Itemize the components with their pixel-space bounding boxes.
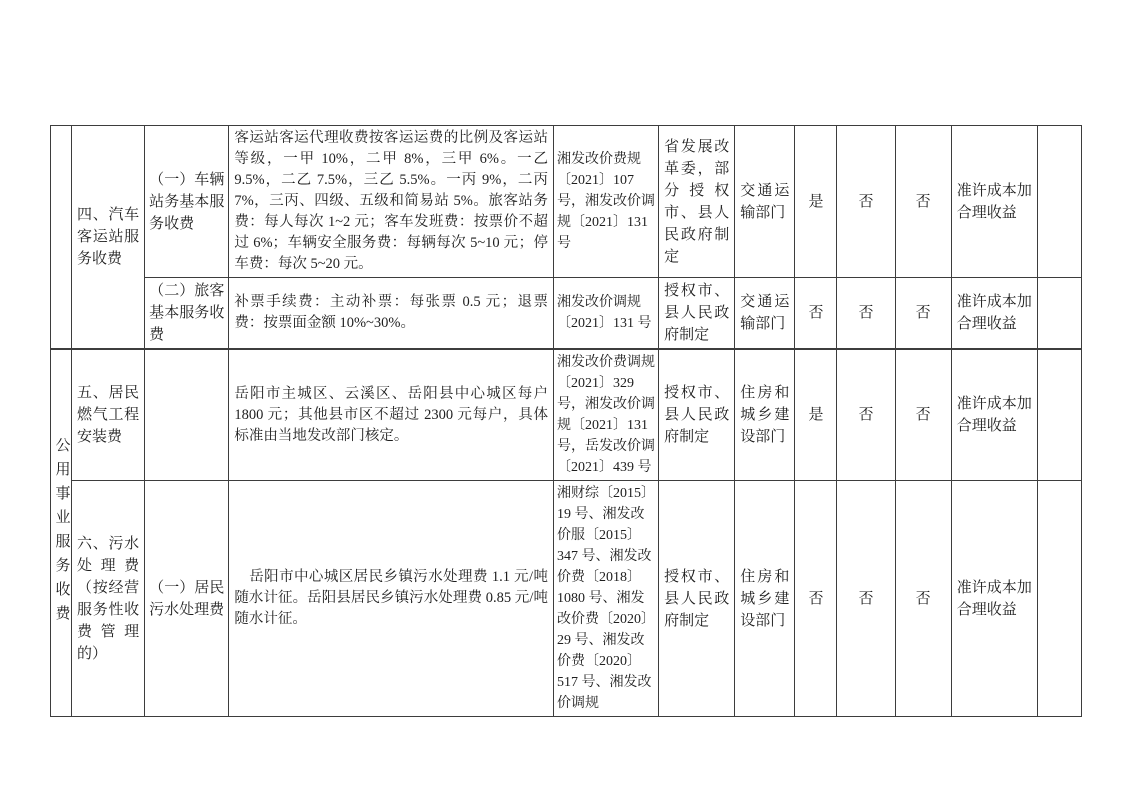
table-row bbox=[51, 278, 1082, 350]
flag-column-1-cell: 否 bbox=[795, 481, 837, 717]
policy-basis-cell: 湘发改价费规〔2021〕107 号，湘发改价调规〔2021〕131 号 bbox=[553, 126, 658, 278]
department-cell: 交通运输部门 bbox=[735, 278, 795, 350]
description-cell: 客运站客运代理收费按客运运费的比例及客运站等级，一甲 10%，二甲 8%，三甲 6%。一乙 9.5%，二乙 7.5%，三乙 5.5%。一丙 9%，二丙 7%，三丙、四级、五级和简易站 5%。旅客站务费：每人每次 1~2 元；客车发班费：按票价不超过 6%；车辆安全服务费：每辆每次 5~10 元；停车费：每次 5~20 元。 bbox=[229, 126, 554, 278]
pricing-method-cell: 准许成本加合理收益 bbox=[951, 481, 1037, 717]
section-cell: 五、居民燃气工程安装费 bbox=[72, 349, 145, 481]
policy-basis-cell: 湘发改价调规〔2021〕131 号 bbox=[553, 278, 658, 350]
flag-column-2-cell: 否 bbox=[837, 278, 895, 350]
flag-column-3-cell: 否 bbox=[895, 481, 951, 717]
department-cell: 交通运输部门 bbox=[735, 126, 795, 278]
flag-column-1-cell: 是 bbox=[795, 126, 837, 278]
remark-empty-cell bbox=[1037, 349, 1081, 481]
pricing-authority-cell: 授权市、县人民政府制定 bbox=[659, 481, 735, 717]
flag-column-2-cell: 否 bbox=[837, 481, 895, 717]
flag-column-3-cell: 否 bbox=[895, 278, 951, 350]
pricing-method-cell: 准许成本加合理收益 bbox=[951, 278, 1037, 350]
remark-empty-cell bbox=[1037, 126, 1081, 278]
flag-column-1-cell: 否 bbox=[795, 278, 837, 350]
category-empty-cell bbox=[51, 126, 72, 350]
flag-column-3-cell: 否 bbox=[895, 349, 951, 481]
item-cell: （一）车辆站务基本服务收费 bbox=[145, 126, 229, 278]
pricing-authority-cell: 授权市、县人民政府制定 bbox=[659, 349, 735, 481]
section-cell: 六、污水处理费（按经营服务性收费管理的） bbox=[72, 481, 145, 717]
department-cell: 住房和城乡建设部门 bbox=[735, 481, 795, 717]
fee-table bbox=[50, 125, 1082, 717]
remark-empty-cell bbox=[1037, 481, 1081, 717]
table-row bbox=[51, 349, 1082, 481]
item-empty-cell bbox=[145, 349, 229, 481]
description-cell: 补票手续费：主动补票：每张票 0.5 元；退票费：按票面金额 10%~30%。 bbox=[229, 278, 554, 350]
item-cell: （一）居民污水处理费 bbox=[145, 481, 229, 717]
table-row bbox=[51, 481, 1082, 717]
pricing-method-cell: 准许成本加合理收益 bbox=[951, 349, 1037, 481]
item-cell: （二）旅客基本服务收费 bbox=[145, 278, 229, 350]
policy-basis-cell: 湘发改价费调规〔2021〕329 号，湘发改价调规〔2021〕131 号，岳发改价调〔2021〕439 号 bbox=[553, 349, 658, 481]
flag-column-2-cell: 否 bbox=[837, 349, 895, 481]
flag-column-2-cell: 否 bbox=[837, 126, 895, 278]
pricing-method-cell: 准许成本加合理收益 bbox=[951, 126, 1037, 278]
remark-empty-cell bbox=[1037, 278, 1081, 350]
table-row bbox=[51, 126, 1082, 278]
pricing-authority-cell: 授权市、县人民政府制定 bbox=[659, 278, 735, 350]
department-cell: 住房和城乡建设部门 bbox=[735, 349, 795, 481]
policy-basis-cell: 湘财综〔2015〕19 号、湘发改价服〔2015〕347 号、湘发改价费〔2018〕1080 号、湘发改价费〔2020〕29 号、湘发改价费〔2020〕517 号、湘发改价调规 bbox=[553, 481, 658, 717]
flag-column-1-cell: 是 bbox=[795, 349, 837, 481]
description-cell: 岳阳市中心城区居民乡镇污水处理费 1.1 元/吨随水计征。岳阳县居民乡镇污水处理费 0.85 元/吨随水计征。 bbox=[229, 481, 554, 717]
description-cell: 岳阳市主城区、云溪区、岳阳县中心城区每户 1800 元；其他县市区不超过 2300 元每户，具体标准由当地发改部门核定。 bbox=[229, 349, 554, 481]
section-cell: 四、汽车客运站服务收费 bbox=[72, 126, 145, 350]
category-cell: 公用事业服务收费 bbox=[51, 349, 72, 717]
pricing-authority-cell: 省发展改革委，部分授权市、县人民政府制定 bbox=[659, 126, 735, 278]
flag-column-3-cell: 否 bbox=[895, 126, 951, 278]
